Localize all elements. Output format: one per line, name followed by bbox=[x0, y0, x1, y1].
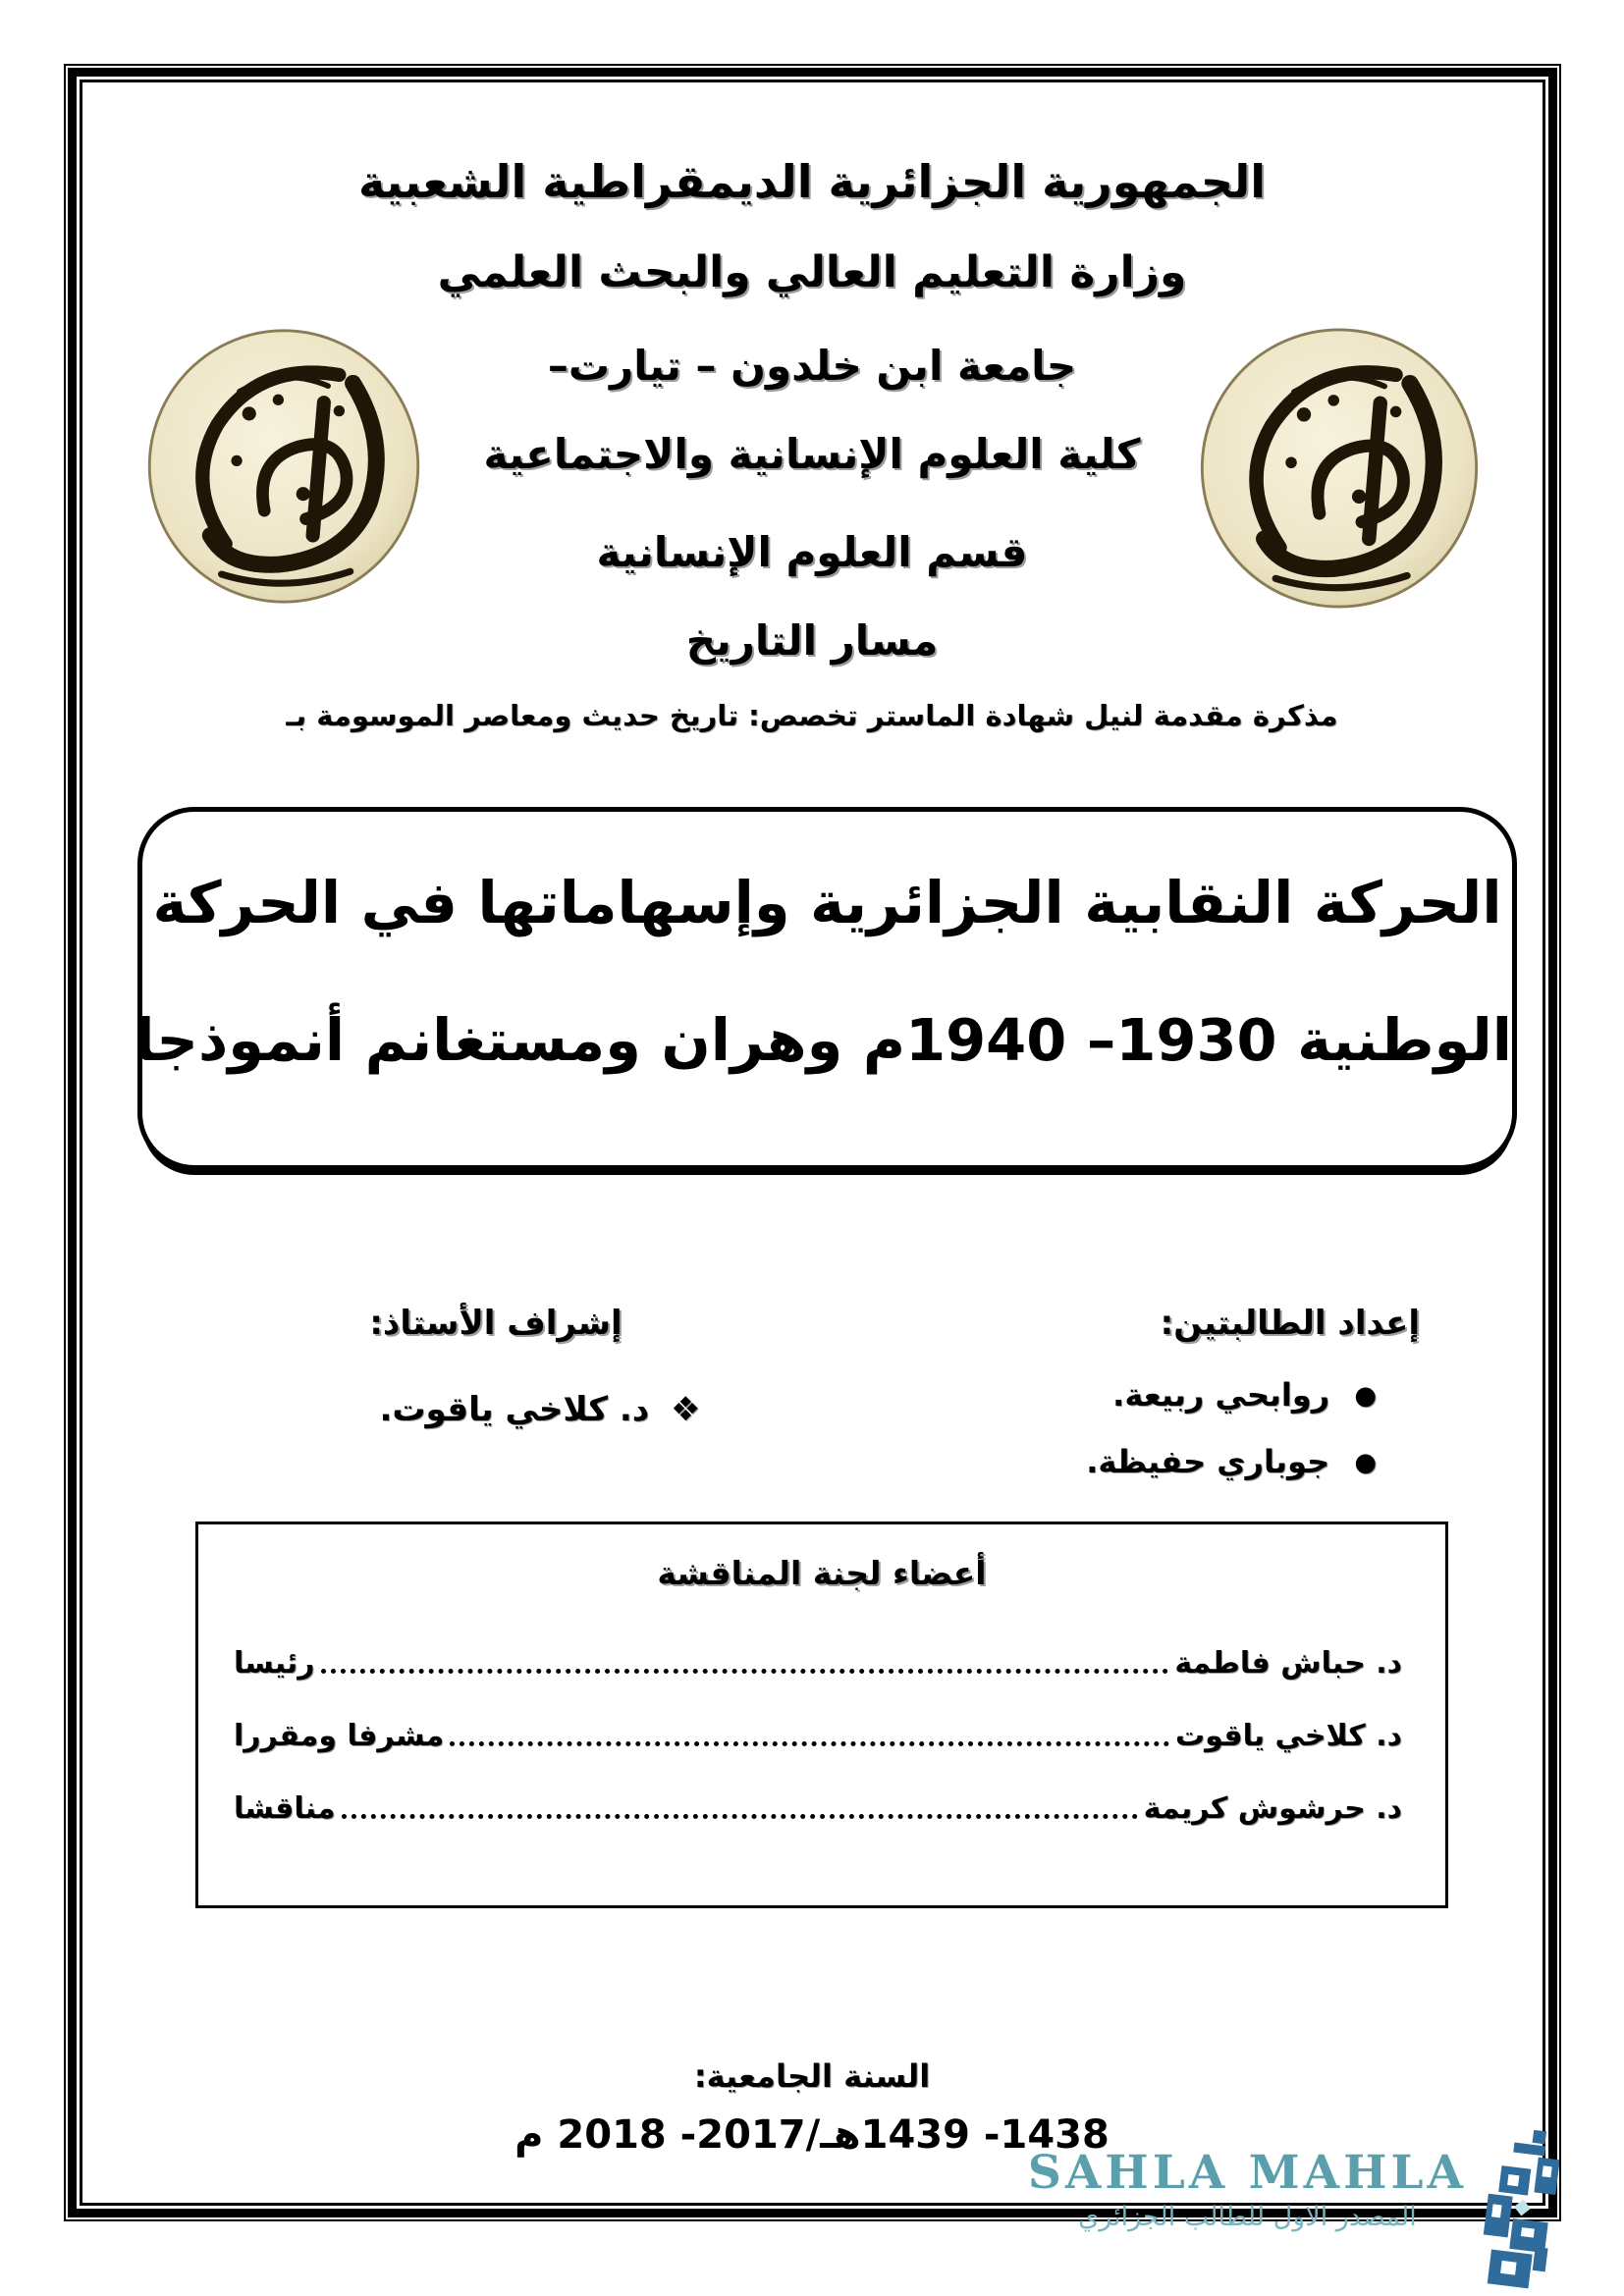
dotted-leader bbox=[450, 1741, 1169, 1746]
student-item bbox=[1086, 1443, 1377, 1480]
thesis-title-line-1: الحركة النقابية الجزائرية وإسهاماتها في الحركة bbox=[152, 869, 1502, 936]
supervisor-name-line bbox=[334, 1390, 746, 1429]
dotted-leader bbox=[321, 1669, 1169, 1674]
member-name: د. حرشوش كريمة bbox=[1143, 1790, 1402, 1826]
thesis-title-line-2: الوطنية 1930– 1940م وهران ومستغانم أنموذجا bbox=[135, 1006, 1512, 1074]
sahla-mahla-watermark bbox=[1028, 2128, 1559, 2293]
student-name: جوباري حفيظة. bbox=[1086, 1443, 1330, 1480]
university-seal-right bbox=[1196, 327, 1483, 610]
students-list bbox=[1086, 1376, 1377, 1510]
thesis-title-box bbox=[137, 807, 1517, 1170]
committee-rows bbox=[198, 1627, 1445, 1844]
memoir-note: مذكرة مقدمة لنيل شهادة الماستر تخصص: تاريخ حديث ومعاصر الموسومة بـ bbox=[286, 699, 1338, 732]
supervisor-heading: إشراف الأستاذ: bbox=[369, 1304, 623, 1343]
bullet-icon: ● bbox=[1354, 1448, 1377, 1477]
dotted-leader bbox=[342, 1814, 1138, 1819]
sahla-emblem-icon bbox=[1469, 2128, 1559, 2293]
academic-year-label: السنة الجامعية: bbox=[693, 2057, 931, 2095]
preparers-heading: إعداد الطالبتين: bbox=[1160, 1304, 1420, 1343]
watermark-brand: SAHLA MAHLA bbox=[1027, 2146, 1467, 2200]
watermark-tagline: المصدر الاول للطالب الجزائري bbox=[1078, 2202, 1417, 2232]
member-name: د. كلاخي ياقوت bbox=[1174, 1718, 1402, 1753]
student-item bbox=[1086, 1376, 1377, 1414]
student-name: روابحي ربيعة. bbox=[1112, 1376, 1330, 1414]
ministry-line: وزارة التعليم العالي والبحث العلمي bbox=[437, 247, 1187, 297]
track-line: مسار التاريخ bbox=[685, 616, 939, 665]
department-line: قسم العلوم الإنسانية bbox=[596, 528, 1028, 576]
academic-year-value: 1438- 1439هـ/2017- 2018 م bbox=[514, 2112, 1110, 2158]
committee-row bbox=[234, 1772, 1402, 1844]
supervisor-name: د. كلاخي ياقوت. bbox=[379, 1390, 650, 1429]
watermark-text bbox=[1028, 2128, 1467, 2232]
committee-heading: أعضاء لجنة المناقشة bbox=[657, 1554, 987, 1592]
bullet-icon: ● bbox=[1354, 1381, 1377, 1411]
member-name: د. حباش فاطمة bbox=[1174, 1645, 1402, 1681]
committee-row bbox=[234, 1699, 1402, 1772]
diamond-bullet-icon: ❖ bbox=[671, 1390, 701, 1429]
member-role: مناقشا bbox=[234, 1790, 336, 1826]
faculty-line: كلية العلوم الإنسانية والاجتماعية bbox=[483, 430, 1141, 478]
republic-line: الجمهورية الجزائرية الديمقراطية الشعبية bbox=[357, 155, 1267, 208]
member-role: مشرفا ومقررا bbox=[234, 1718, 445, 1753]
member-role: رئيسا bbox=[234, 1645, 315, 1681]
university-seal-left bbox=[145, 327, 422, 606]
university-line: جامعة ابن خلدون – تيارت– bbox=[547, 342, 1077, 390]
committee-box bbox=[195, 1522, 1448, 1908]
committee-row bbox=[234, 1627, 1402, 1699]
